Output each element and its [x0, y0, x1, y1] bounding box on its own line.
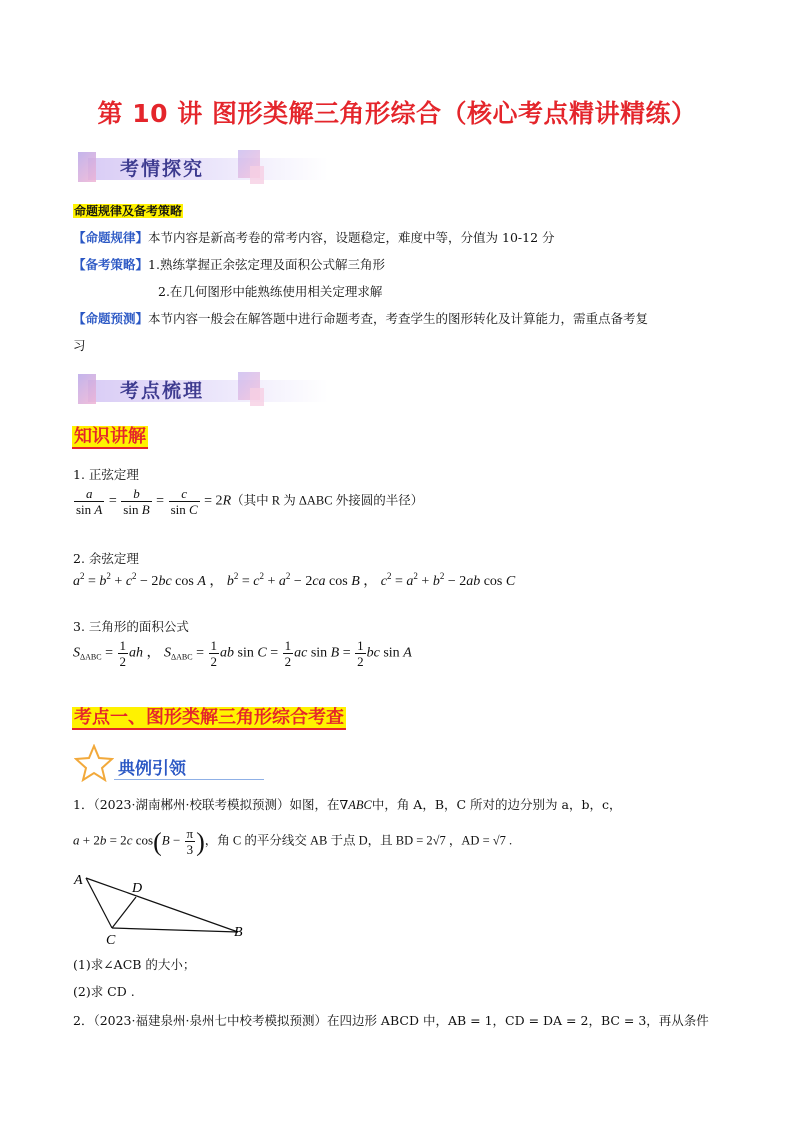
area-formula: $S_{\Delta ABC}$ = $\frac{1}{2}$ ah ， $S_{\Delta ABC}$ = $\frac{1}{2}$ ab sin C = $\frac{1}{2}$ ac sin B = $\frac{1}{2}$ bc sin A: [73, 638, 412, 669]
cosine-law-formula: $a^2 = b^2 + c^2 - 2bc$ cos A ， $b^2 = c^2 + a^2 - 2ca$ cos B ， $c^2 = a^2 + b^2 - 2ab$ cos C: [73, 571, 516, 589]
section-banner-key-points: [78, 374, 338, 408]
intro-prediction: 【命题预测】本节内容一般会在解答题中进行命题考查，考查学生的图形转化及计算能力，需重点备考复: [73, 311, 649, 326]
vertex-label-d: D: [132, 881, 143, 896]
topic1-heading: 考点一、图形类解三角形综合考查: [74, 707, 344, 728]
intro-rule: 【命题规律】本节内容是新高考卷的常考内容，设题稳定，难度中等，分值为 10-12 分: [73, 230, 555, 245]
page-title: 第 10 讲 图形类解三角形综合（核心考点精讲精练）: [97, 99, 697, 128]
item3-title: 3. 三角形的面积公式: [73, 619, 189, 634]
q1-line2: a + 2b = 2c cos(B − $\frac{\pi}{3}$ )，角 C 的平分线交 AB 于点 D，且 BD = 2√7 ，AD = √7 .: [73, 826, 513, 857]
examples-header: [74, 744, 294, 784]
q1-sub2: (2)求 CD .: [73, 984, 135, 999]
vertex-label-c: C: [106, 933, 116, 946]
item2-title: 2. 余弦定理: [73, 551, 139, 566]
triangle-figure: [70, 868, 250, 946]
section-banner-label: 考点梳理: [120, 380, 205, 402]
item1-title: 1. 正弦定理: [73, 467, 139, 482]
intro-heading: 命题规律及备考策略: [74, 204, 183, 218]
vertex-label-a: A: [74, 873, 83, 888]
knowledge-heading: 知识讲解: [74, 426, 146, 447]
star-icon: [74, 744, 114, 782]
intro-prediction-2: 习: [73, 338, 86, 353]
intro-prep: 【备考策略】1.熟练掌握正余弦定理及面积公式解三角形: [73, 257, 385, 272]
sine-law-formula: $\frac{a}{\text{sin A}}$ = $\frac{b}{\text{sin B}}$ = $\frac{c}{\text{sin C}}$ = 2R（其中 R 为 ΔABC 外接圆的半径）: [76, 486, 424, 517]
examples-heading: 典例引领: [118, 759, 186, 779]
vertex-label-b: B: [234, 925, 243, 940]
section-banner-exam-analysis: [78, 152, 338, 186]
intro-prep-2: 2.在几何图形中能熟练使用相关定理求解: [158, 284, 383, 299]
q1-sub1: (1)求∠ACB 的大小；: [73, 957, 196, 972]
q2-line1: 2．（2023·福建泉州·泉州七中校考模拟预测）在四边形 ABCD 中，AB = 1，CD = DA = 2，BC = 3，再从条件: [73, 1013, 709, 1028]
section-banner-label: 考情探究: [120, 158, 205, 180]
q1-line1: 1．（2023·湖南郴州·校联考模拟预测）如图，在∇ABC中，角 A，B，C 所对的边分别为 a，b，c，: [73, 797, 622, 812]
